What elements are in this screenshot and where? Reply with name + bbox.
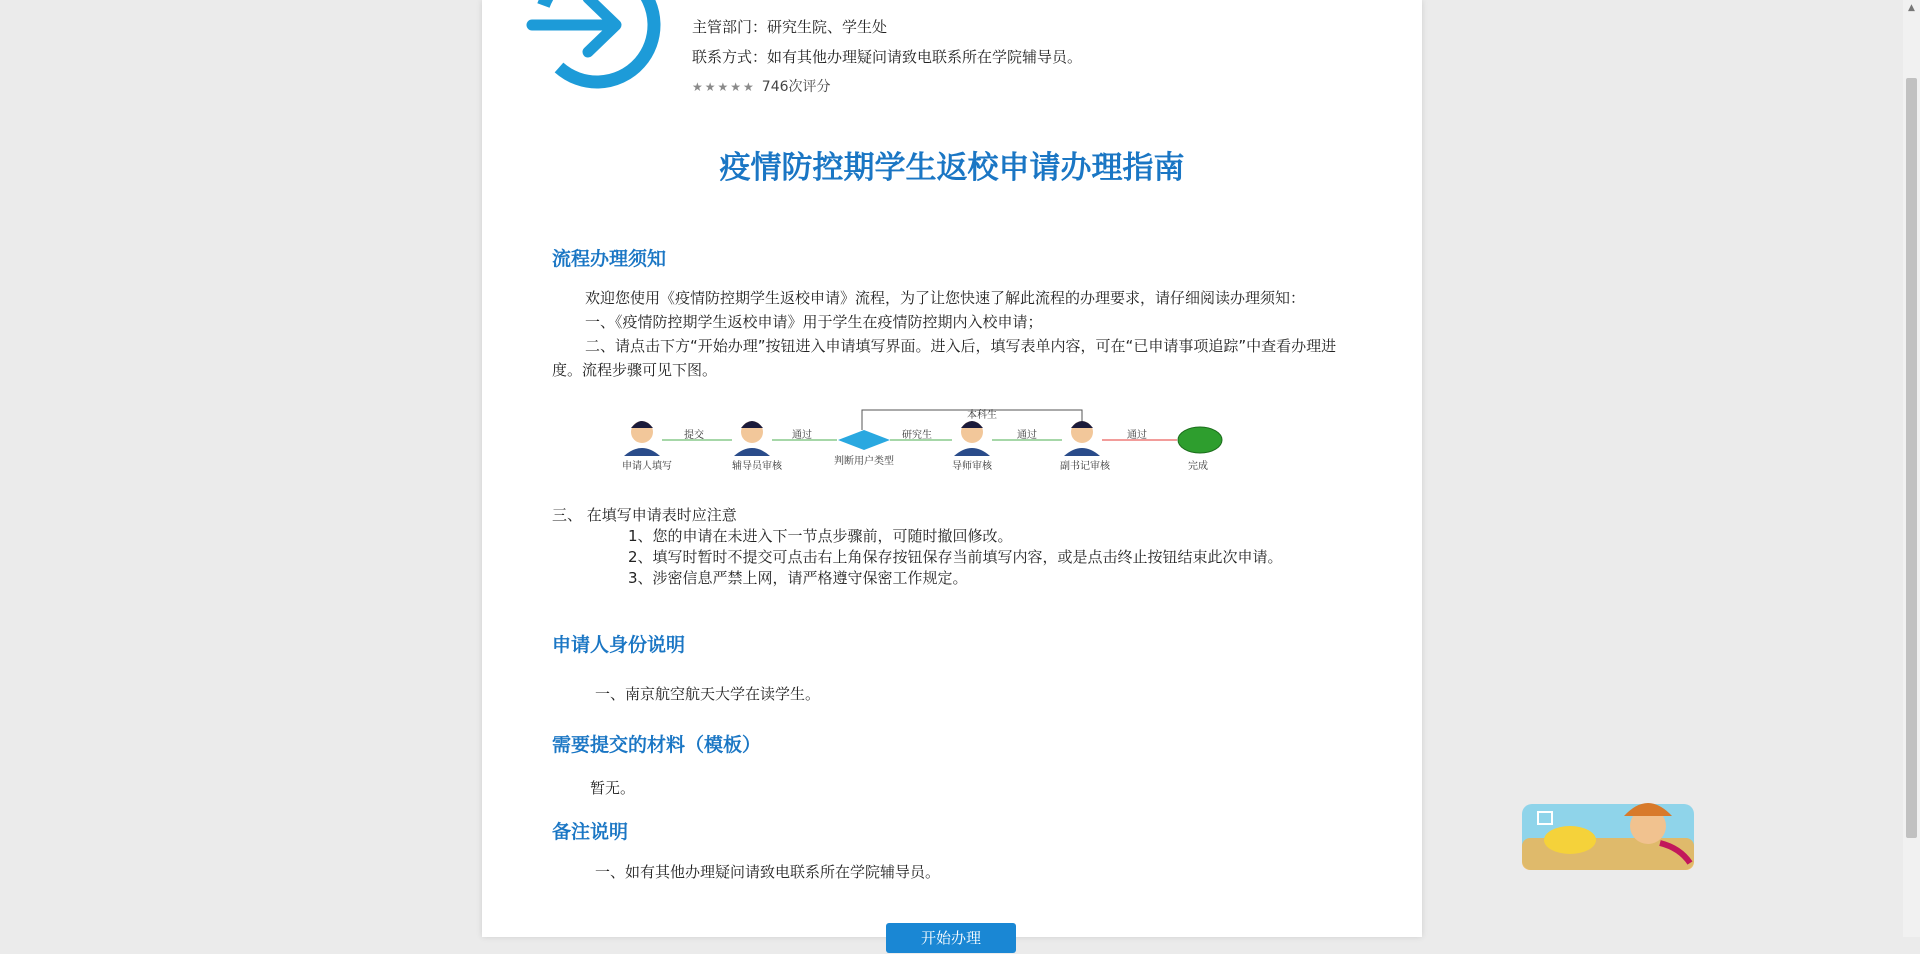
flow-edge-label: 通过 [792, 430, 812, 441]
contact-row [692, 42, 1082, 72]
rating-count: 746次评分 [761, 79, 831, 95]
process-body [552, 286, 1344, 382]
flow-edge-label: 通过 [1017, 430, 1037, 441]
flow-node-label: 判断用户类型 [834, 456, 894, 467]
flow-node-counselor-icon [734, 421, 770, 456]
flow-node-complete-icon [1178, 427, 1222, 453]
process-intro: 欢迎您使用《疫情防控期学生返校申请》流程，为了让您快速了解此流程的办理要求，请仔细阅读办理须知： [585, 289, 1306, 307]
note-item: 2、填写时暂时不提交可点击右上角保存按钮保存当前填写内容，或是点击终止按钮结束此次申请。 [628, 548, 1283, 566]
rating-row [692, 72, 1082, 102]
flow-node-label: 申请人填写 [622, 461, 672, 472]
flow-node-applicant-icon [624, 421, 660, 456]
contact-label: 联系方式： [692, 48, 768, 66]
star-rating-icon[interactable]: ★★★★★ [692, 80, 756, 94]
guide-page [482, 0, 1422, 947]
page-scrollbar[interactable] [1903, 0, 1920, 937]
enter-arrow-logo-icon [522, 0, 672, 98]
process-heading: 流程办理须知 [552, 248, 667, 270]
department-row [692, 12, 1082, 42]
process-item-1: 一、《疫情防控期学生返校申请》用于学生在疫情防控期内入校申请； [585, 313, 1043, 331]
flow-node-label: 副书记审核 [1060, 461, 1110, 472]
floating-mascot-widget-icon[interactable] [1520, 788, 1698, 872]
flow-node-label: 完成 [1188, 461, 1208, 472]
flow-node-secretary-icon [1064, 421, 1100, 456]
note-item: 3、涉密信息严禁上网，请严格遵守保密工作规定。 [628, 569, 968, 587]
flow-branch-label: 本科生 [967, 410, 997, 421]
flow-edge-label: 提交 [684, 430, 704, 441]
department-value: 研究生院、学生处 [767, 18, 888, 36]
identity-heading: 申请人身份说明 [552, 634, 686, 656]
department-label: 主管部门： [692, 18, 768, 36]
notes-title: 三、 在填写申请表时应注意 [552, 506, 737, 524]
materials-heading: 需要提交的材料（模板） [552, 734, 762, 756]
process-flow-diagram [622, 406, 1282, 476]
page-title: 疫情防控期学生返校申请办理指南 [719, 150, 1185, 186]
remarks-text: 一、如有其他办理疑问请致电联系所在学院辅导员。 [595, 863, 941, 881]
remarks-heading: 备注说明 [552, 821, 629, 843]
flow-node-label: 导师审核 [952, 461, 992, 472]
flow-node-decision-icon [838, 430, 890, 450]
materials-text: 暂无。 [590, 779, 636, 797]
notes-block [552, 505, 1352, 589]
contact-value: 如有其他办理疑问请致电联系所在学院辅导员。 [767, 48, 1083, 66]
identity-text: 一、南京航空航天大学在读学生。 [595, 685, 821, 703]
scrollbar-thumb[interactable] [1906, 78, 1917, 838]
note-item: 1、您的申请在未进入下一节点步骤前，可随时撤回修改。 [628, 527, 1013, 545]
flow-edge-label: 研究生 [902, 430, 932, 441]
flow-edge-label: 通过 [1127, 430, 1147, 441]
process-item-2: 二、请点击下方“开始办理”按钮进入申请填写界面。进入后，填写表单内容，可在“已申请事项追踪”中查看办理进度。流程步骤可见下图。 [552, 337, 1337, 379]
flow-node-label: 辅导员审核 [732, 461, 782, 472]
flow-node-supervisor-icon [954, 421, 990, 456]
scroll-up-icon[interactable]: ▲ [1908, 3, 1915, 13]
start-process-button[interactable]: 开始办理 [886, 923, 1016, 953]
service-meta [692, 12, 1082, 102]
